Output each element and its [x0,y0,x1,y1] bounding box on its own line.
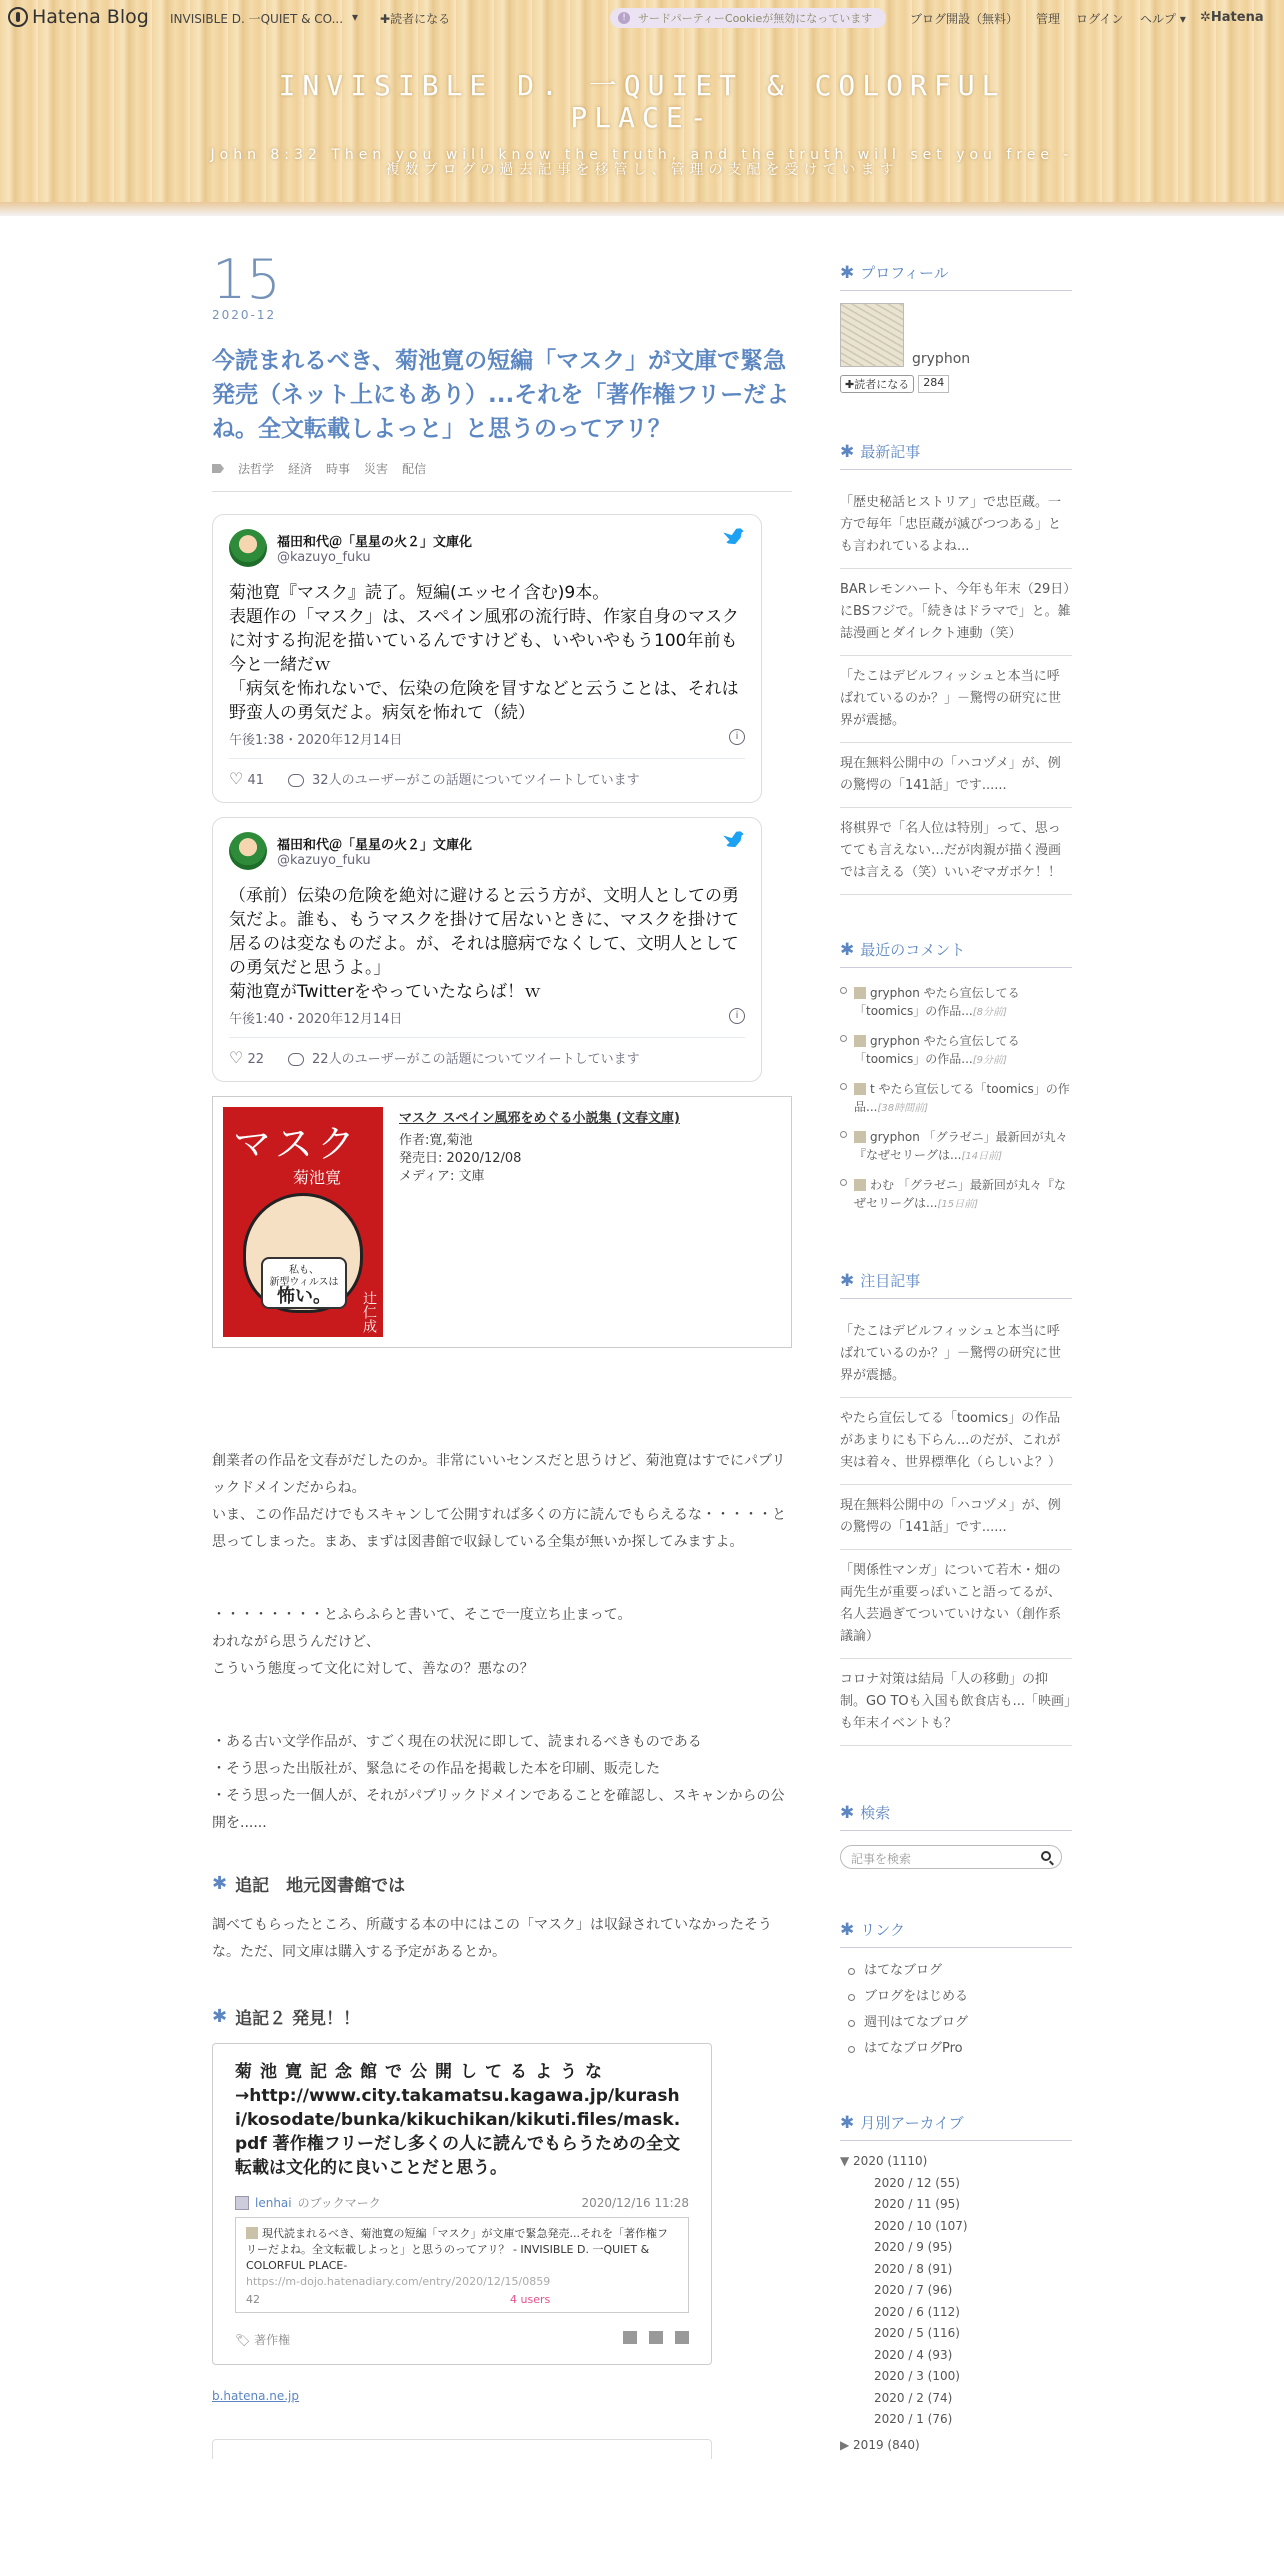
recent-comments [840,980,1072,1220]
heart-icon: ♡ [229,1048,244,1067]
asterisk-icon: ✱ [840,2112,855,2133]
profile-name[interactable]: gryphon [912,351,971,367]
section-heading: ✱ 追記２ 発見！！ [212,2006,361,2029]
replies-link[interactable]: 32人のユーザーがこの話題についてツイートしています [288,769,640,788]
asterisk-icon: ✱ [840,1802,855,1823]
archive-year[interactable]: ▶ 2019 (840) [840,2437,920,2452]
book-cover-image[interactable]: マスク 菊池寛 私も、 新型ウィルスは 怖い。 辻仁成 [223,1107,383,1337]
bookmark-date[interactable]: 2020/12/16 11:28 [581,2195,689,2210]
comment-item[interactable]: gryphon やたら宣伝してる「toomics」の作品...[8分前] [840,980,1072,1028]
info-icon[interactable]: i [729,1008,745,1024]
featured-entries [840,1311,1072,1746]
module-title: ✱ 月別アーカイブ [840,2112,1072,2141]
hatena-icon[interactable] [675,2331,689,2344]
like-button[interactable]: ♡ 22 [229,1048,265,1067]
featured-entry-link[interactable]: やたら宣伝してる「toomics」の作品があまりにも下らん...のだが、これが実は着々、世界標準化（らしいよ？） [840,1398,1072,1485]
book-author: 作者:寛,菊池 [399,1133,473,1148]
recent-entries [840,482,1072,895]
module-title: ✱ プロフィール [840,262,1072,291]
next-embed [212,2439,712,2459]
amazon-book-card [212,1096,792,1348]
search-icon[interactable] [1041,1851,1051,1861]
user-icon [854,987,866,999]
archive-month[interactable]: 2020 / 10 (107) [874,2218,968,2233]
blog-title[interactable]: INVISIBLE D. 一QUIET & COLORFUL PLACE- [278,69,1006,134]
section-heading: ✱ 追記 地元図書館では [212,1873,406,1896]
archive-month[interactable]: 2020 / 11 (95) [874,2197,960,2211]
user-icon [854,1083,866,1095]
recent-entry-link[interactable]: 「たこはデビルフィッシュと本当に呼ばれているのか？」－驚愕の研究に世界が震撼。 [840,656,1072,743]
body-paragraph: ・・・・・・・・とふらふらと書いて、そこで一度立ち止まって。 われながら思うんだけど、 こういう態度って文化に対して、善なの？悪なの？ [212,1607,632,1677]
archive-list [840,2151,1072,2456]
like-button[interactable]: ♡ 41 [229,769,265,788]
category-link[interactable]: 時事 [326,462,351,476]
admin-link[interactable]: 管理 [1036,12,1061,26]
module-title: ✱ 注目記事 [840,1270,1072,1299]
tweet-author-handle[interactable]: @kazuyo_fuku [277,550,371,565]
recent-entry-link[interactable]: 将棋界で「名人位は特別」って、思ってても言えない…だが肉親が描く漫画では言える（笑）いいぞマガボケ！！ [840,808,1072,895]
hatena-global-header [0,0,1284,36]
heart-icon: ♡ [229,769,244,788]
link-item[interactable]: 週刊はてなブログ [840,2010,1072,2036]
sidebar [840,262,1072,2456]
entry-categories [212,460,792,492]
bookmark-tag[interactable]: 🏷 著作権 [235,2333,291,2347]
featured-entry-link[interactable]: コロナ対策は結局「人の移動」の抑制。GO TOも入国も飲食店も...「映画」も年末イベントも？ [840,1659,1072,1746]
entry [212,250,792,2459]
subscriber-count[interactable]: 284 [918,375,949,393]
user-icon [854,1035,866,1047]
embedded-tweet[interactable] [212,514,762,803]
asterisk-icon: ✱ [840,939,855,960]
help-menu[interactable]: ヘルプ ▾ [1140,12,1186,26]
tweet-timestamp[interactable]: 午後1:38・2020年12月14日 [229,733,403,748]
body-paragraph: ・ある古い文学作品が、すごく現在の状況に即して、読まれるべきものである ・そう思った出版社が、緊急にその作品を掲載した本を印刷、販売した ・そう思った一個人が、それがパブリックドメインであることを確認し、スキャンからの公開を...... [212,1734,785,1831]
avatar[interactable] [229,832,267,870]
link-item[interactable]: ブログをはじめる [840,1984,1072,2010]
hatena-logo-icon [8,7,28,27]
hatena-blog-logo[interactable]: Hatena Blog [8,6,149,28]
cookie-notice[interactable]: ! サードパーティーCookieが無効になっています [610,8,886,28]
archive-month[interactable]: 2020 / 6 (112) [874,2304,960,2319]
comment-icon [288,1053,304,1066]
tweet-author-name[interactable]: 福田和代＠「星星の火２」文庫化 [277,535,473,550]
book-release-date: 発売日: 2020/12/08 [399,1151,522,1166]
links-list [840,1958,1072,2062]
featured-entry-link[interactable]: 「たこはデビルフィッシュと本当に呼ばれているのか？」－驚愕の研究に世界が震撼。 [840,1311,1072,1398]
embedded-tweet[interactable] [212,817,762,1082]
replies-link[interactable]: 22人のユーザーがこの話題についてツイートしています [288,1048,640,1067]
avatar[interactable] [229,529,267,567]
category-link[interactable]: 配信 [402,462,427,476]
asterisk-icon: ✱ [212,2006,228,2027]
category-link[interactable]: 法哲学 [238,462,275,476]
hatena-bookmark-embed [212,2043,712,2365]
blog-name-menu[interactable]: INVISIBLE D. 一QUIET & CO... [170,12,344,26]
user-icon [854,1131,866,1143]
login-link[interactable]: ログイン [1076,12,1124,26]
module-title: ✱ 検索 [840,1802,1072,1831]
recent-entry-link[interactable]: 現在無料公開中の「ハコヅメ」が、例の驚愕の「141話」です...... [840,743,1072,808]
entry-url[interactable]: https://m-dojo.hatenadiary.com/entry/2020/12/15/0859 [246,2275,551,2288]
asterisk-icon: ✱ [840,262,855,283]
favicon-icon [246,2227,258,2239]
archive-month[interactable]: 2020 / 1 (76) [874,2412,953,2426]
archive-month[interactable]: 2020 / 3 (100) [874,2369,960,2383]
subscribe-button[interactable]: ✚読者になる [840,375,914,393]
link-item[interactable]: はてなブログ [840,1958,1072,1984]
bookmark-user[interactable]: lenhai のブックマーク [235,2194,381,2211]
archive-month[interactable]: 2020 / 8 (91) [874,2261,953,2276]
archive-month[interactable]: 2020 / 9 (95) [874,2240,953,2254]
featured-entry-link[interactable]: 現在無料公開中の「ハコヅメ」が、例の驚愕の「141話」です...... [840,1485,1072,1550]
tweet-text: 菊池寛『マスク』読了。短編(エッセイ含む)9本。 表題作の「マスク」は、スペイン風邪の流行時、作家自身のマスクに対する拘泥を描いているんですけども、いやいやもう100年前も今と一緒だｗ 「病気を怖れないで、伝染の危険を冒すなどと云うことは、それは野蛮人の勇気だよ。病気を怖れて（続） [229,583,739,723]
recent-entry-link[interactable]: BARレモンハート、今年も年末（29日）にBSフジで。「続きはドラマで」と。雑誌漫画とダイレクト連動（笑） [840,569,1072,656]
archive-month[interactable]: 2020 / 5 (116) [874,2326,960,2340]
archive-month[interactable]: 2020 / 4 (93) [874,2347,953,2362]
archive-month[interactable]: 2020 / 2 (74) [874,2390,953,2405]
archive-year[interactable]: ▼ 2020 (1110) [840,2154,928,2168]
search-input[interactable]: 記事を検索 [840,1845,1062,1869]
profile [840,303,1072,367]
asterisk-icon: ✱ [840,441,855,462]
module-title: ✱ 最近のコメント [840,939,1072,968]
link-item[interactable]: はてなブログPro [840,2036,1072,2062]
comment-item[interactable]: gryphon 「グラゼニ」最新回が丸々『なぜセリーグは...[14日前] [840,1124,1072,1172]
user-icon [854,1179,866,1191]
entry-date-year-month[interactable]: 2020-12 [212,308,277,322]
book-title-link[interactable]: マスク スペイン風邪をめぐる小説集 (文春文庫) [399,1111,680,1126]
info-icon[interactable]: i [729,729,745,745]
comment-item[interactable]: gryphon やたら宣伝してる「toomics」の作品...[9分前] [840,1028,1072,1076]
user-icon [235,2196,249,2210]
body-paragraph: 創業者の作品を文春がだしたのか。非常にいいセンスだと思うけど、菊池寛はすでにパブリックドメインだからね。 いま、この作品だけでもスキャンして公開すれば多くの方に読んでもらえるな・・・・・と思ってしまった。まあ、まずは図書館で収録している全集が無いか探してみますよ。 [212,1453,786,1550]
comment-item[interactable]: わむ 「グラゼニ」最新回が丸々『なぜセリーグは...[15日前] [840,1172,1072,1220]
blog-description: John 8:32 Then you will know the truth, and the truth will set you free - 複数ブログの過去記事を移管し、管理の支配を受けています [210,147,1074,178]
profile-subscribe [840,375,1072,393]
body-paragraph: 調べてもらったところ、所蔵する本の中にはこの「マスク」は収録されていなかったそうな。ただ、同文庫は購入する予定があるとか。 [212,1917,772,1960]
twitter-icon[interactable] [623,2331,637,2344]
hatena-bookmark-link[interactable]: b.hatena.ne.jp [212,2389,300,2403]
users-count[interactable]: 4 users [510,2293,551,2306]
bookmark-entry-card[interactable]: 現代読まれるべき、菊池寛の短編「マスク」が文庫で緊急発売...それを「著作権フリーだよね。全文転載しよっと」と思うのってアリ？ - INVISIBLE D. 一QUIET & COLORFUL PLACE- https://m-dojo.hatenadiary.com/entry/2020/12/15/0859 42 4 users [235,2217,689,2313]
archive-month[interactable]: 2020 / 12 (55) [874,2175,960,2190]
category-link[interactable]: 災害 [364,462,389,476]
tweet-text: （承前）伝染の危険を絶対に避けると云う方が、文明人としての勇気だよ。誰も、もうマスクを掛けて居ないときに、マスクを掛けて居るのは変なものだよ。が、それは臆病でなくして、文明人としての勇気だと思うよ。」 菊池寛がTwitterをやっていたならば！ｗ [229,886,739,1002]
tweet-timestamp[interactable]: 午後1:40・2020年12月14日 [229,1012,403,1027]
book-info [399,1107,680,1337]
bookmark-count: 42 [246,2293,260,2306]
chevron-down-icon[interactable]: ▾ [352,10,359,24]
asterisk-icon: ✱ [840,1919,855,1940]
hatena-menu[interactable]: ✲Hatena [1200,10,1264,25]
subscribe-button[interactable]: ✚読者になる [380,12,451,26]
featured-entry-link[interactable]: 「関係性マンガ」について若木・畑の両先生が重要っぽいこと語ってるが、名人芸過ぎてついていけない（創作系議論） [840,1550,1072,1659]
facebook-icon[interactable] [649,2331,663,2344]
module-title: ✱ 最新記事 [840,441,1072,470]
module-title: ✱ リンク [840,1919,1072,1948]
recent-entry-link[interactable]: 「歴史秘話ヒストリア」で忠臣蔵。一方で毎年「忠臣蔵が滅びつつある」とも言われているよね... [840,482,1072,569]
profile-avatar[interactable] [840,303,904,367]
tag-icon [212,464,224,473]
open-blog-link[interactable]: ブログ開設（無料） [910,12,1019,26]
tweet-author-name[interactable]: 福田和代＠「星星の火２」文庫化 [277,838,473,853]
bookmark-comment: 菊池寛記念館で公開してるような →http://www.city.takamatsu.kagawa.jp/kurashi/kosodate/bunka/kikuchikan/kikuti.files/mask.pdf 著作権フリーだし多くの人に読んでもらうための全文転載は文化的に良いことだと思う。 [235,2062,681,2178]
asterisk-icon: ✱ [212,1873,228,1894]
category-link[interactable]: 経済 [288,462,313,476]
asterisk-icon: ✱ [840,1270,855,1291]
comment-icon [288,774,304,787]
comment-item[interactable]: t やたら宣伝してる「toomics」の作品...[38時間前] [840,1076,1072,1124]
tweet-author-handle[interactable]: @kazuyo_fuku [277,853,371,868]
entry-date-day[interactable]: 15 [212,248,281,311]
archive-month[interactable]: 2020 / 7 (96) [874,2283,953,2297]
entry-title[interactable]: 今読まれるべき、菊池寛の短編「マスク」が文庫で緊急発売（ネット上にもあり）...それを「著作権フリーだよね。全文転載しよっと」と思うのってアリ？ [212,348,790,442]
book-media: メディア: 文庫 [399,1169,485,1184]
info-icon: ! [618,12,630,24]
